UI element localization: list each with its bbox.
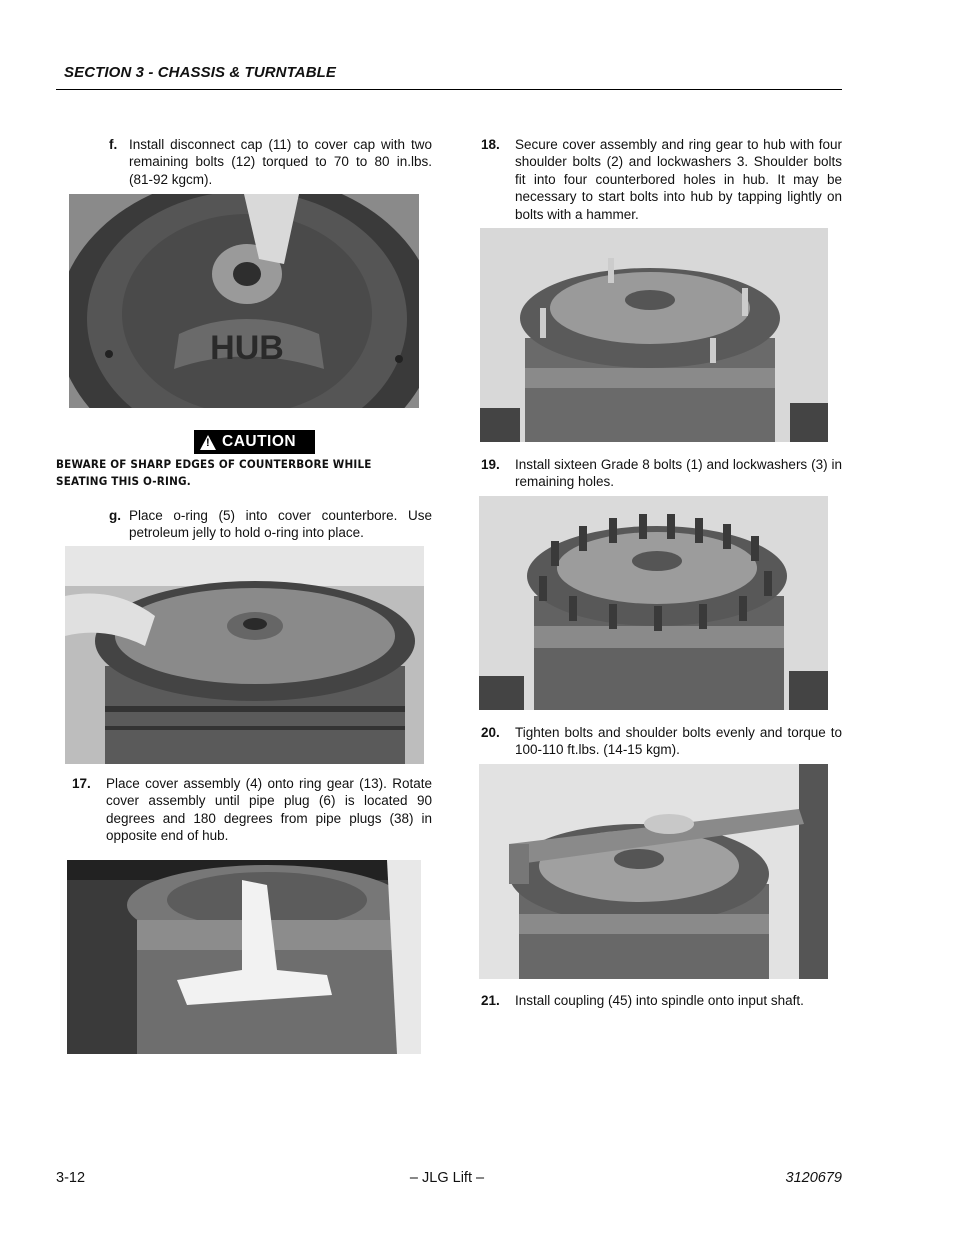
step-20 xyxy=(481,724,842,760)
step-19 xyxy=(481,456,842,492)
step-text: Install disconnect cap (11) to cover cap with two remaining bolts (12) torqued to 70 to 80 in.lbs. (81-92 kgcm). xyxy=(129,137,432,187)
page-number: 3-12 xyxy=(56,1170,86,1186)
step-f xyxy=(109,136,432,190)
step-number: 20. xyxy=(481,725,500,740)
step-text: Tighten bolts and shoulder bolts evenly and torque to 100-110 ft.lbs. (14-15 kgm). xyxy=(515,725,842,758)
step-text: Place o-ring (5) into cover counterbore. Use petroleum jelly to hold o-ring into place. xyxy=(129,508,432,541)
step-number: 18. xyxy=(481,137,500,152)
step-17 xyxy=(72,775,432,847)
photo-shoulder-bolts xyxy=(480,228,828,442)
step-g xyxy=(109,507,432,543)
header-rule xyxy=(56,89,842,90)
step-text: Place cover assembly (4) onto ring gear (13). Rotate cover assembly until pipe plug (6) is located 90 degrees and 180 degrees from pipe plugs (38) in opposite end of hub. xyxy=(106,776,432,844)
warning-icon: ! xyxy=(200,435,216,450)
cast-text: HUB xyxy=(210,329,284,367)
step-number: f. xyxy=(109,137,118,152)
photo-cover-assembly xyxy=(67,860,421,1054)
step-number: g. xyxy=(109,508,121,523)
photo-o-ring-install xyxy=(65,546,424,764)
step-text: Secure cover assembly and ring gear to hub with four shoulder bolts (2) and lockwashers 3. Shoulder bolts fit into four counterbored holes in hub. It may be necessary to start bolts into hub by tapping lightly on bolts with a hammer. xyxy=(515,137,842,222)
step-text: Install coupling (45) into spindle onto input shaft. xyxy=(515,993,804,1008)
caution-text: BEWARE OF SHARP EDGES OF COUNTERBORE WHILE SEATING THIS O-RING. xyxy=(56,457,372,488)
step-21 xyxy=(481,992,842,1010)
footer-center: – JLG Lift – xyxy=(409,1170,485,1186)
step-text: Install sixteen Grade 8 bolts (1) and lockwashers (3) in remaining holes. xyxy=(515,457,842,490)
section-title: SECTION 3 - CHASSIS & TURNTABLE xyxy=(64,64,337,81)
caution-label: CAUTION xyxy=(222,433,297,450)
photo-grade8-bolts xyxy=(479,496,828,710)
step-number: 17. xyxy=(72,776,91,791)
step-number: 21. xyxy=(481,993,500,1008)
photo-hub-cover-cap xyxy=(69,194,419,408)
document-number: 3120679 xyxy=(785,1170,842,1186)
step-number: 19. xyxy=(481,457,500,472)
step-18 xyxy=(481,136,842,224)
photo-torque-bolts xyxy=(479,764,828,979)
caution-badge xyxy=(194,430,315,454)
